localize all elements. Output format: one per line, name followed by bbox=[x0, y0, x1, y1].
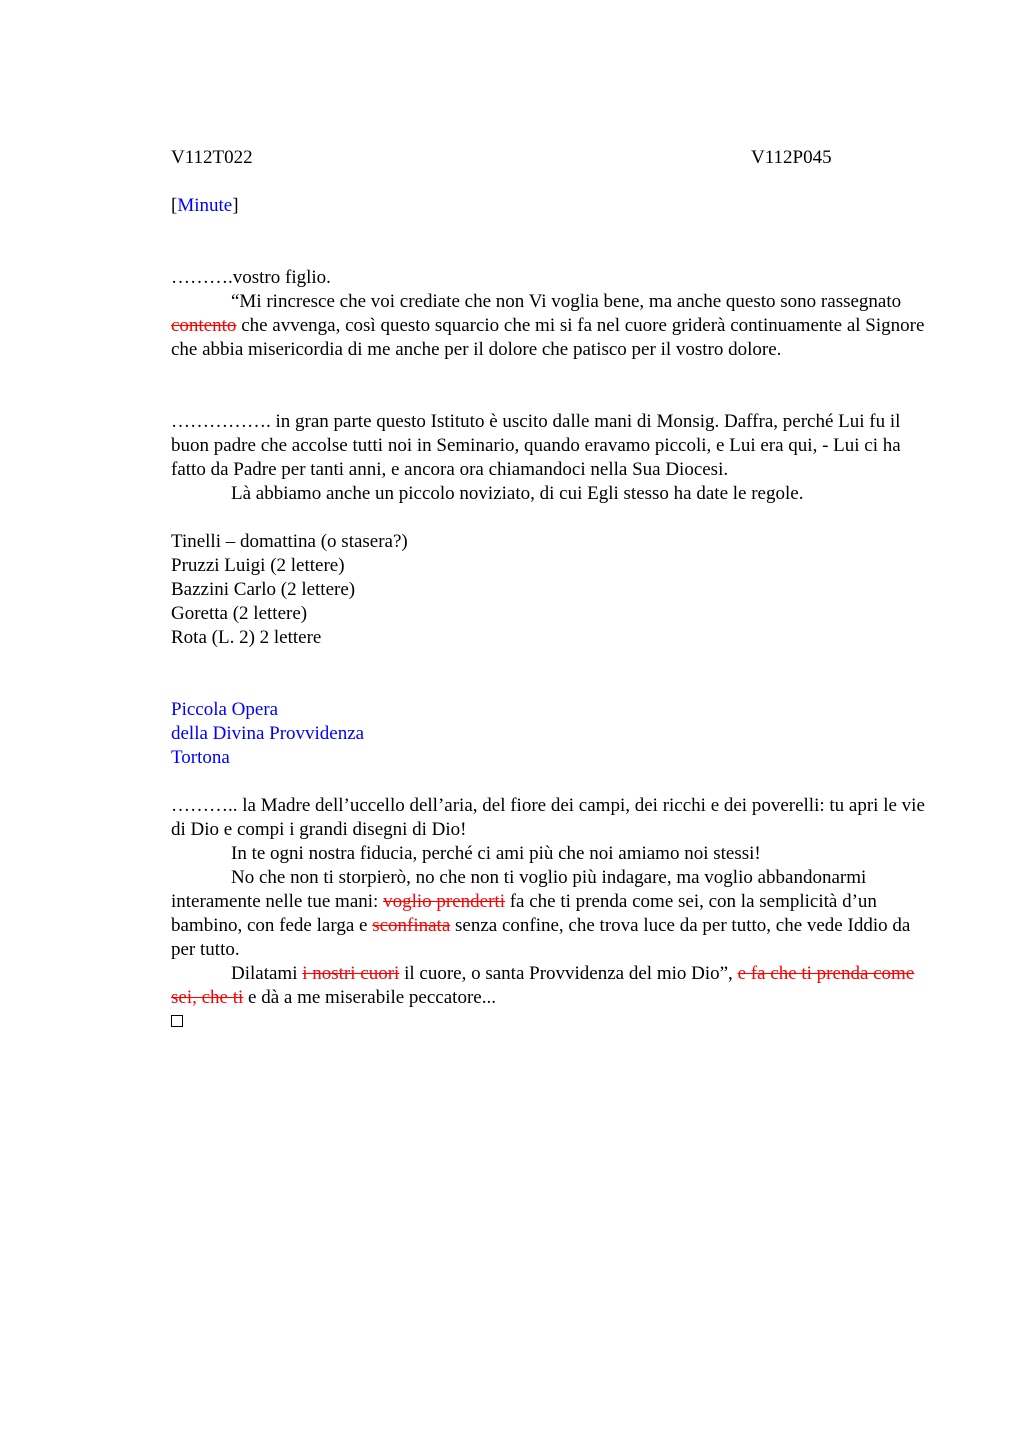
list-item: Goretta (2 lettere) bbox=[171, 603, 308, 624]
section1-paragraph bbox=[171, 290, 931, 362]
deleted-text: sconfinata bbox=[372, 915, 451, 936]
list-item: Tinelli – domattina (o stasera?) bbox=[171, 531, 408, 552]
list-item: Rota (L. 2) 2 lettere bbox=[171, 627, 322, 648]
document-header bbox=[171, 146, 931, 170]
section3-paragraph-4 bbox=[171, 962, 931, 1010]
section3-paragraph-2: In te ogni nostra fiducia, perché ci ami più che noi amiamo noi stessi! bbox=[231, 843, 761, 864]
text-run: e dà a me miserabile peccatore... bbox=[243, 987, 496, 1008]
document-code-right: V112P045 bbox=[751, 147, 832, 168]
text-run: Dilatami bbox=[231, 963, 303, 984]
section2-paragraph-1: ……………. in gran parte questo Istituto è uscito dalle mani di Monsig. Daffra, perché Lui fu il buon padre che accolse tutti noi in Seminario, quando eravamo piccoli, e Lui era qui, - Lui ci ha fatto da Padre per tanti anni, e ancora ora chiamandoci nella Sua Diocesi. bbox=[171, 411, 901, 480]
minute-link[interactable]: Minute bbox=[177, 195, 233, 216]
minute-label bbox=[171, 194, 931, 218]
checkbox-icon bbox=[171, 1015, 183, 1027]
text-run: fa che ti prenda come sei, con la semplicità d’un bambino, con fede larga e bbox=[171, 891, 877, 936]
section1-opening: ……….vostro figlio. bbox=[171, 267, 331, 288]
minute-bracket-open: [ bbox=[171, 195, 178, 216]
section2-paragraph-2: Là abbiamo anche un piccolo noviziato, di cui Egli stesso ha date le regole. bbox=[231, 483, 804, 504]
text-run: No che non ti storpierò, no che non ti voglio più indagare, ma voglio abbandonarmi interamente nelle tue mani: bbox=[171, 867, 867, 912]
end-marker bbox=[171, 1010, 931, 1034]
list-item: Pruzzi Luigi (2 lettere) bbox=[171, 555, 345, 576]
letterhead-line-3: Tortona bbox=[171, 747, 230, 768]
letters-list bbox=[171, 530, 931, 650]
deleted-text: e fa che ti prenda come sei, che ti bbox=[171, 963, 915, 1008]
text-run: senza confine, che trova luce da per tutto, che vede Iddio da per tutto. bbox=[171, 915, 911, 960]
document-code-left: V112T022 bbox=[171, 147, 253, 168]
minute-bracket-close: ] bbox=[232, 195, 239, 216]
deleted-text: voglio prenderti bbox=[383, 891, 505, 912]
section3-paragraph-1: ……….. la Madre dell’uccello dell’aria, del fiore dei campi, dei ricchi e dei poverelli: tu apri le vie di Dio e compi i grandi disegni di Dio! bbox=[171, 795, 925, 840]
deleted-text: i nostri cuori bbox=[302, 963, 400, 984]
list-item: Bazzini Carlo (2 lettere) bbox=[171, 579, 356, 600]
text-run: che avvenga, così questo squarcio che mi si fa nel cuore griderà continuamente al Signore che abbia misericordia di me anche per il dolore che patisco per il vostro dolore. bbox=[171, 315, 925, 360]
letterhead-line-1: Piccola Opera bbox=[171, 699, 279, 720]
letterhead-line-2: della Divina Provvidenza bbox=[171, 723, 365, 744]
section3-paragraph-3 bbox=[171, 866, 931, 962]
deleted-text: contento bbox=[171, 315, 237, 336]
text-run: “Mi rincresce che voi crediate che non Vi voglia bene, ma anche questo sono rassegnato bbox=[231, 291, 902, 312]
document-page bbox=[171, 146, 931, 1034]
letterhead bbox=[171, 698, 931, 770]
text-run: il cuore, o santa Provvidenza del mio Dio”, bbox=[399, 963, 738, 984]
